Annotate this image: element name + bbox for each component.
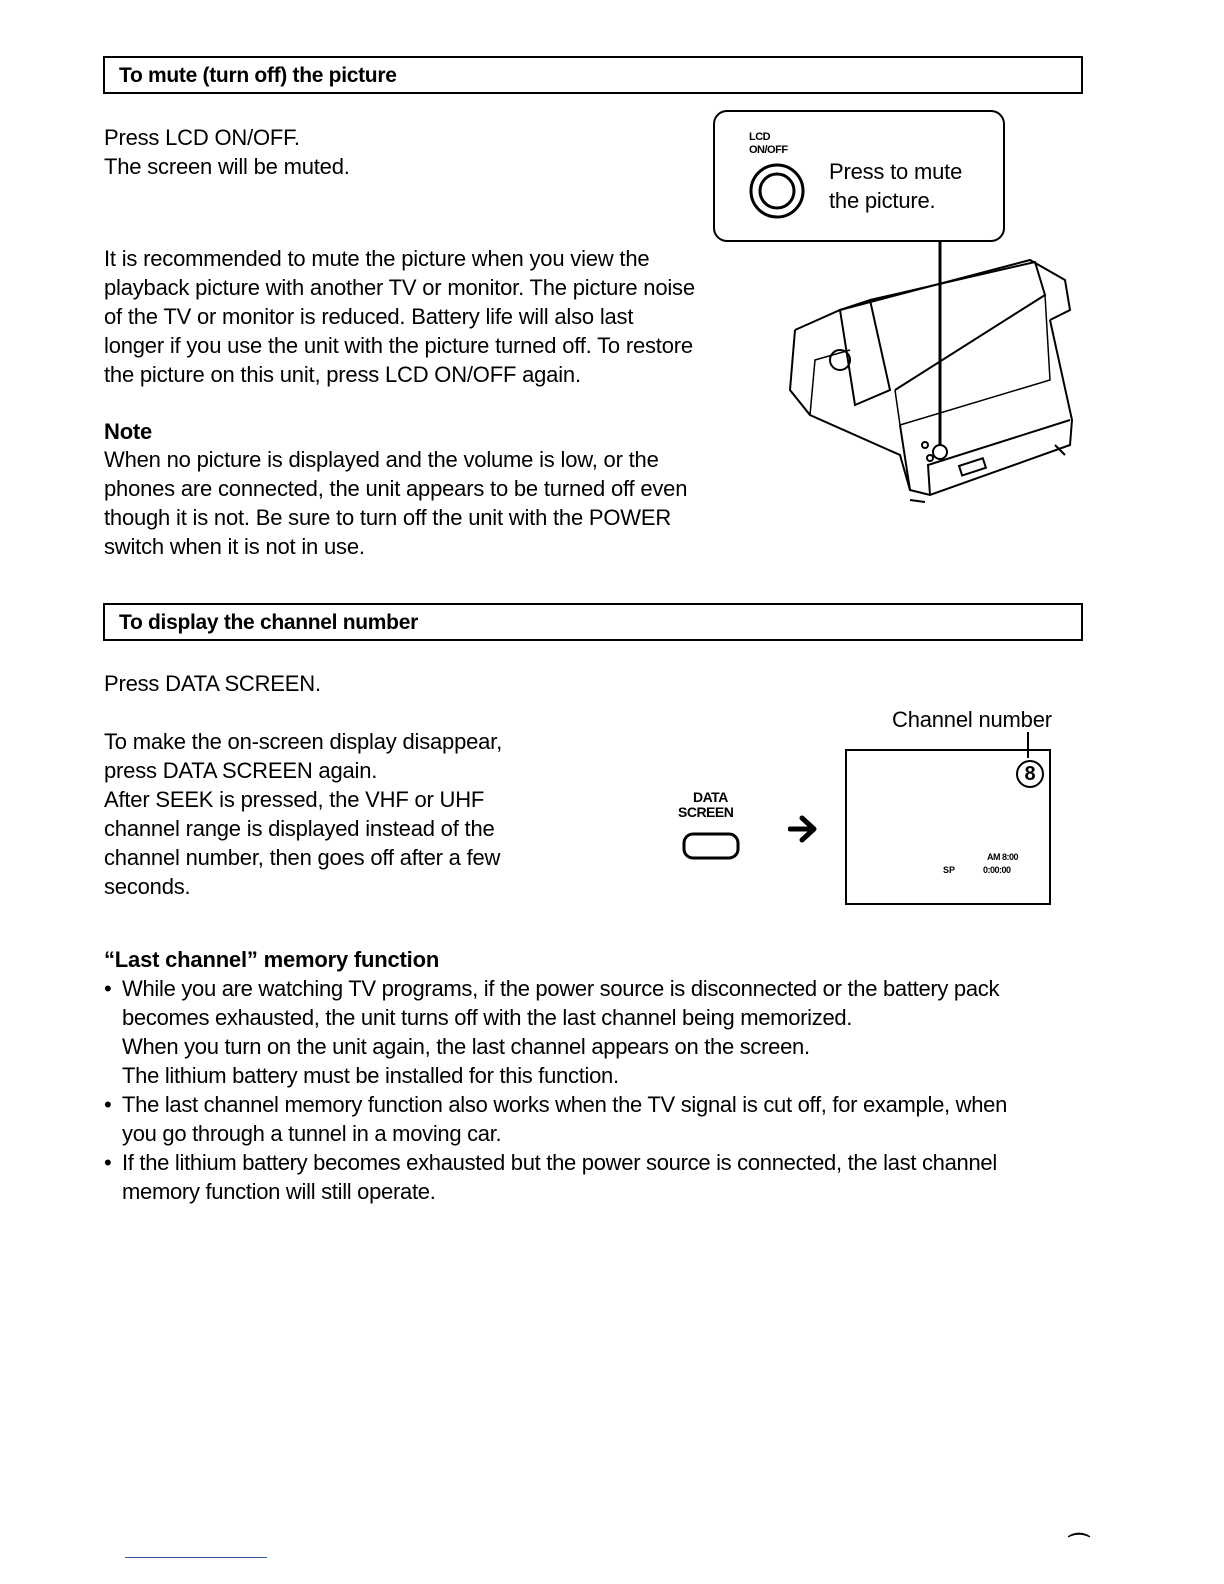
section-header-channel: To display the channel number [103, 603, 1083, 641]
bullet-line: If the lithium battery becomes exhausted but the power source is connected, the last channel [122, 1150, 997, 1175]
bullet-line: you go through a tunnel in a moving car. [122, 1121, 502, 1146]
paragraph-line: the picture on this unit, press LCD ON/OFF again. [104, 362, 581, 387]
lcd-onoff-callout [713, 110, 1005, 242]
paragraph-line: seconds. [104, 874, 191, 899]
callout-line: Press to mute [829, 159, 963, 184]
paragraph-line: It is recommended to mute the picture when you view the [104, 246, 650, 271]
bullet-dot: • [104, 1092, 112, 1117]
channel-instruction: Press DATA SCREEN. [104, 671, 321, 696]
osd-screen [845, 749, 1051, 905]
mute-instruction [104, 123, 350, 181]
screen-label: SCREEN [678, 804, 734, 820]
bullet-line: becomes exhausted, the unit turns off with the last channel being memorized. [122, 1005, 853, 1030]
osd-time: AM 8:00 [987, 852, 1019, 862]
paragraph-line: longer if you use the unit with the picture turned off. To restore [104, 333, 693, 358]
bullet-dot: • [104, 976, 112, 1001]
channel-digit: 8 [1024, 763, 1036, 785]
list-item [104, 974, 1104, 1090]
osd-counter: 0:00:00 [983, 865, 1011, 875]
bullet-dot: • [104, 1150, 112, 1175]
bullet-line: While you are watching TV programs, if the power source is disconnected or the battery pack [122, 976, 1000, 1001]
paragraph-line: playback picture with another TV or monitor. The picture noise [104, 275, 695, 300]
bullet-line: memory function will still operate. [122, 1179, 436, 1204]
lcd-onoff-button-icon [749, 163, 805, 219]
osd-mode: SP [943, 865, 956, 875]
channel-number-caption: Channel number [892, 707, 1052, 732]
callout-line: the picture. [829, 188, 936, 213]
note-title: Note [104, 419, 153, 444]
memory-bullet-list [104, 974, 1104, 1206]
bullet-line: The last channel memory function also works when the TV signal is cut off, for example, when [122, 1092, 1008, 1117]
paragraph-line: To make the on-screen display disappear, [104, 729, 503, 754]
note-line: switch when it is not in use. [104, 534, 365, 559]
list-item [104, 1148, 1104, 1206]
lcd-label: LCD [749, 131, 771, 143]
paragraph-line: After SEEK is pressed, the VHF or UHF [104, 787, 485, 812]
paragraph-line: channel range is displayed instead of the [104, 816, 495, 841]
arrow-right-icon [788, 813, 818, 845]
corner-mark: ⌒ [1068, 1532, 1091, 1557]
tv-unit-illustration [780, 240, 1080, 515]
section-header-mute: To mute (turn off) the picture [103, 56, 1083, 94]
mute-instruction-line: Press LCD ON/OFF. [104, 125, 300, 150]
paragraph-line: channel number, then goes off after a few [104, 845, 501, 870]
list-item [104, 1090, 1104, 1148]
mute-instruction-line: The screen will be muted. [104, 154, 350, 179]
callout-text [829, 157, 962, 215]
note-text [104, 445, 764, 561]
note-line: phones are connected, the unit appears to be turned off even [104, 476, 688, 501]
memory-title: “Last channel” memory function [104, 947, 440, 972]
bullet-line: The lithium battery must be installed for this function. [122, 1063, 619, 1088]
note-line: though it is not. Be sure to turn off the unit with the POWER [104, 505, 672, 530]
channel-paragraph [104, 727, 624, 901]
bullet-line: When you turn on the unit again, the last channel appears on the screen. [122, 1034, 810, 1059]
bottom-rule [125, 1557, 267, 1558]
mute-paragraph [104, 244, 764, 389]
paragraph-line: of the TV or monitor is reduced. Battery life will also last [104, 304, 634, 329]
note-line: When no picture is displayed and the volume is low, or the [104, 447, 659, 472]
data-screen-button-icon [682, 832, 742, 862]
onoff-label: ON/OFF [749, 144, 788, 156]
data-label: DATA [693, 789, 728, 805]
paragraph-line: press DATA SCREEN again. [104, 758, 378, 783]
